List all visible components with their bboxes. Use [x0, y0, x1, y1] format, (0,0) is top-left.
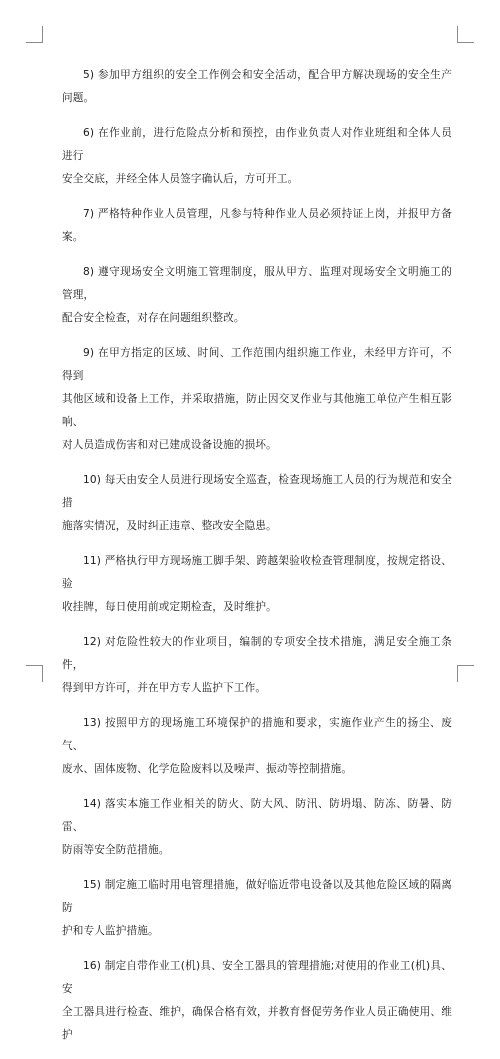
- paragraph-line: 15) 制定施工临时用电管理措施，做好临近带电设备以及其他危险区域的隔离防: [62, 879, 452, 914]
- paragraph-line: 施落实情况，及时纠正违章、整改安全隐患。: [62, 520, 277, 532]
- crop-mark-bottom-left: [26, 665, 43, 682]
- crop-mark-top-left: [26, 26, 43, 43]
- paragraph: [62, 469, 452, 538]
- paragraph-line: 废水、固体废物、化学危险废料以及噪声、振动等控制措施。: [62, 763, 353, 775]
- paragraph-line: 10) 每天由安全人员进行现场安全巡查，检查现场施工人员的行为规范和安全措: [62, 474, 452, 509]
- paragraph: [62, 64, 452, 110]
- paragraph-line: 护和专人监护措施。: [62, 925, 159, 937]
- paragraph-line: 对人员造成伤害和对已建成设备设施的损坏。: [62, 439, 277, 451]
- paragraph-line: 11) 严格执行甲方现场施工脚手架、跨越架验收检查管理制度，按规定搭设、验: [62, 555, 452, 590]
- paragraph-line: 收挂牌，每日使用前或定期检查，及时维护。: [62, 601, 277, 613]
- paragraph: [62, 712, 452, 781]
- paragraph-line: 7) 严格特种作业人员管理，凡参与特种作业人员必须持证上岗，并报甲方备案。: [62, 208, 452, 243]
- crop-mark-top-right: [457, 26, 474, 43]
- paragraph-line: 16) 制定自带作业工(机)具、安全工器具的管理措施;对使用的作业工(机)具、安: [62, 960, 452, 995]
- paragraph: [62, 342, 452, 457]
- paragraph: [62, 550, 452, 619]
- crop-mark-bottom-right: [457, 665, 474, 682]
- paragraph: [62, 261, 452, 330]
- paragraph-line: 13) 按照甲方的现场施工环境保护的措施和要求，实施作业产生的扬尘、废气、: [62, 717, 452, 752]
- paragraph-line: 全工器具进行检查、维护，确保合格有效，并教育督促劳务作业人员正确使用、维护: [62, 1006, 452, 1041]
- paragraph: [62, 122, 452, 191]
- paragraph-line: 12) 对危险性较大的作业项目，编制的专项安全技术措施，满足安全施工条件，: [62, 636, 452, 671]
- document-body: [62, 64, 452, 1059]
- paragraph: [62, 874, 452, 943]
- paragraph-line: 安全交底，并经全体人员签字确认后，方可开工。: [62, 173, 299, 185]
- paragraph: [62, 793, 452, 862]
- paragraph: [62, 203, 452, 249]
- paragraph-line: 5) 参加甲方组织的安全工作例会和安全活动，配合甲方解决现场的安全生产问题。: [62, 69, 452, 104]
- paragraph: [62, 955, 452, 1047]
- paragraph-line: 9) 在甲方指定的区域、时间、工作范围内组织施工作业，未经甲方许可，不得到: [62, 347, 452, 382]
- paragraph-line: 配合安全检查，对存在问题组织整改。: [62, 312, 245, 324]
- paragraph-line: 14) 落实本施工作业相关的防火、防大风、防汛、防坍塌、防冻、防暑、防雷、: [62, 798, 452, 833]
- paragraph-line: 得到甲方许可，并在甲方专人监护下工作。: [62, 682, 267, 694]
- paragraph: [62, 631, 452, 700]
- paragraph-line: 8) 遵守现场安全文明施工管理制度，服从甲方、监理对现场安全文明施工的管理，: [62, 266, 452, 301]
- paragraph-line: 6) 在作业前，进行危险点分析和预控，由作业负责人对作业班组和全体人员进行: [62, 127, 452, 162]
- paragraph-line: 其他区域和设备上工作，并采取措施，防止因交叉作业与其他施工单位产生相互影响、: [62, 393, 452, 428]
- paragraph-line: 防雨等安全防范措施。: [62, 844, 170, 856]
